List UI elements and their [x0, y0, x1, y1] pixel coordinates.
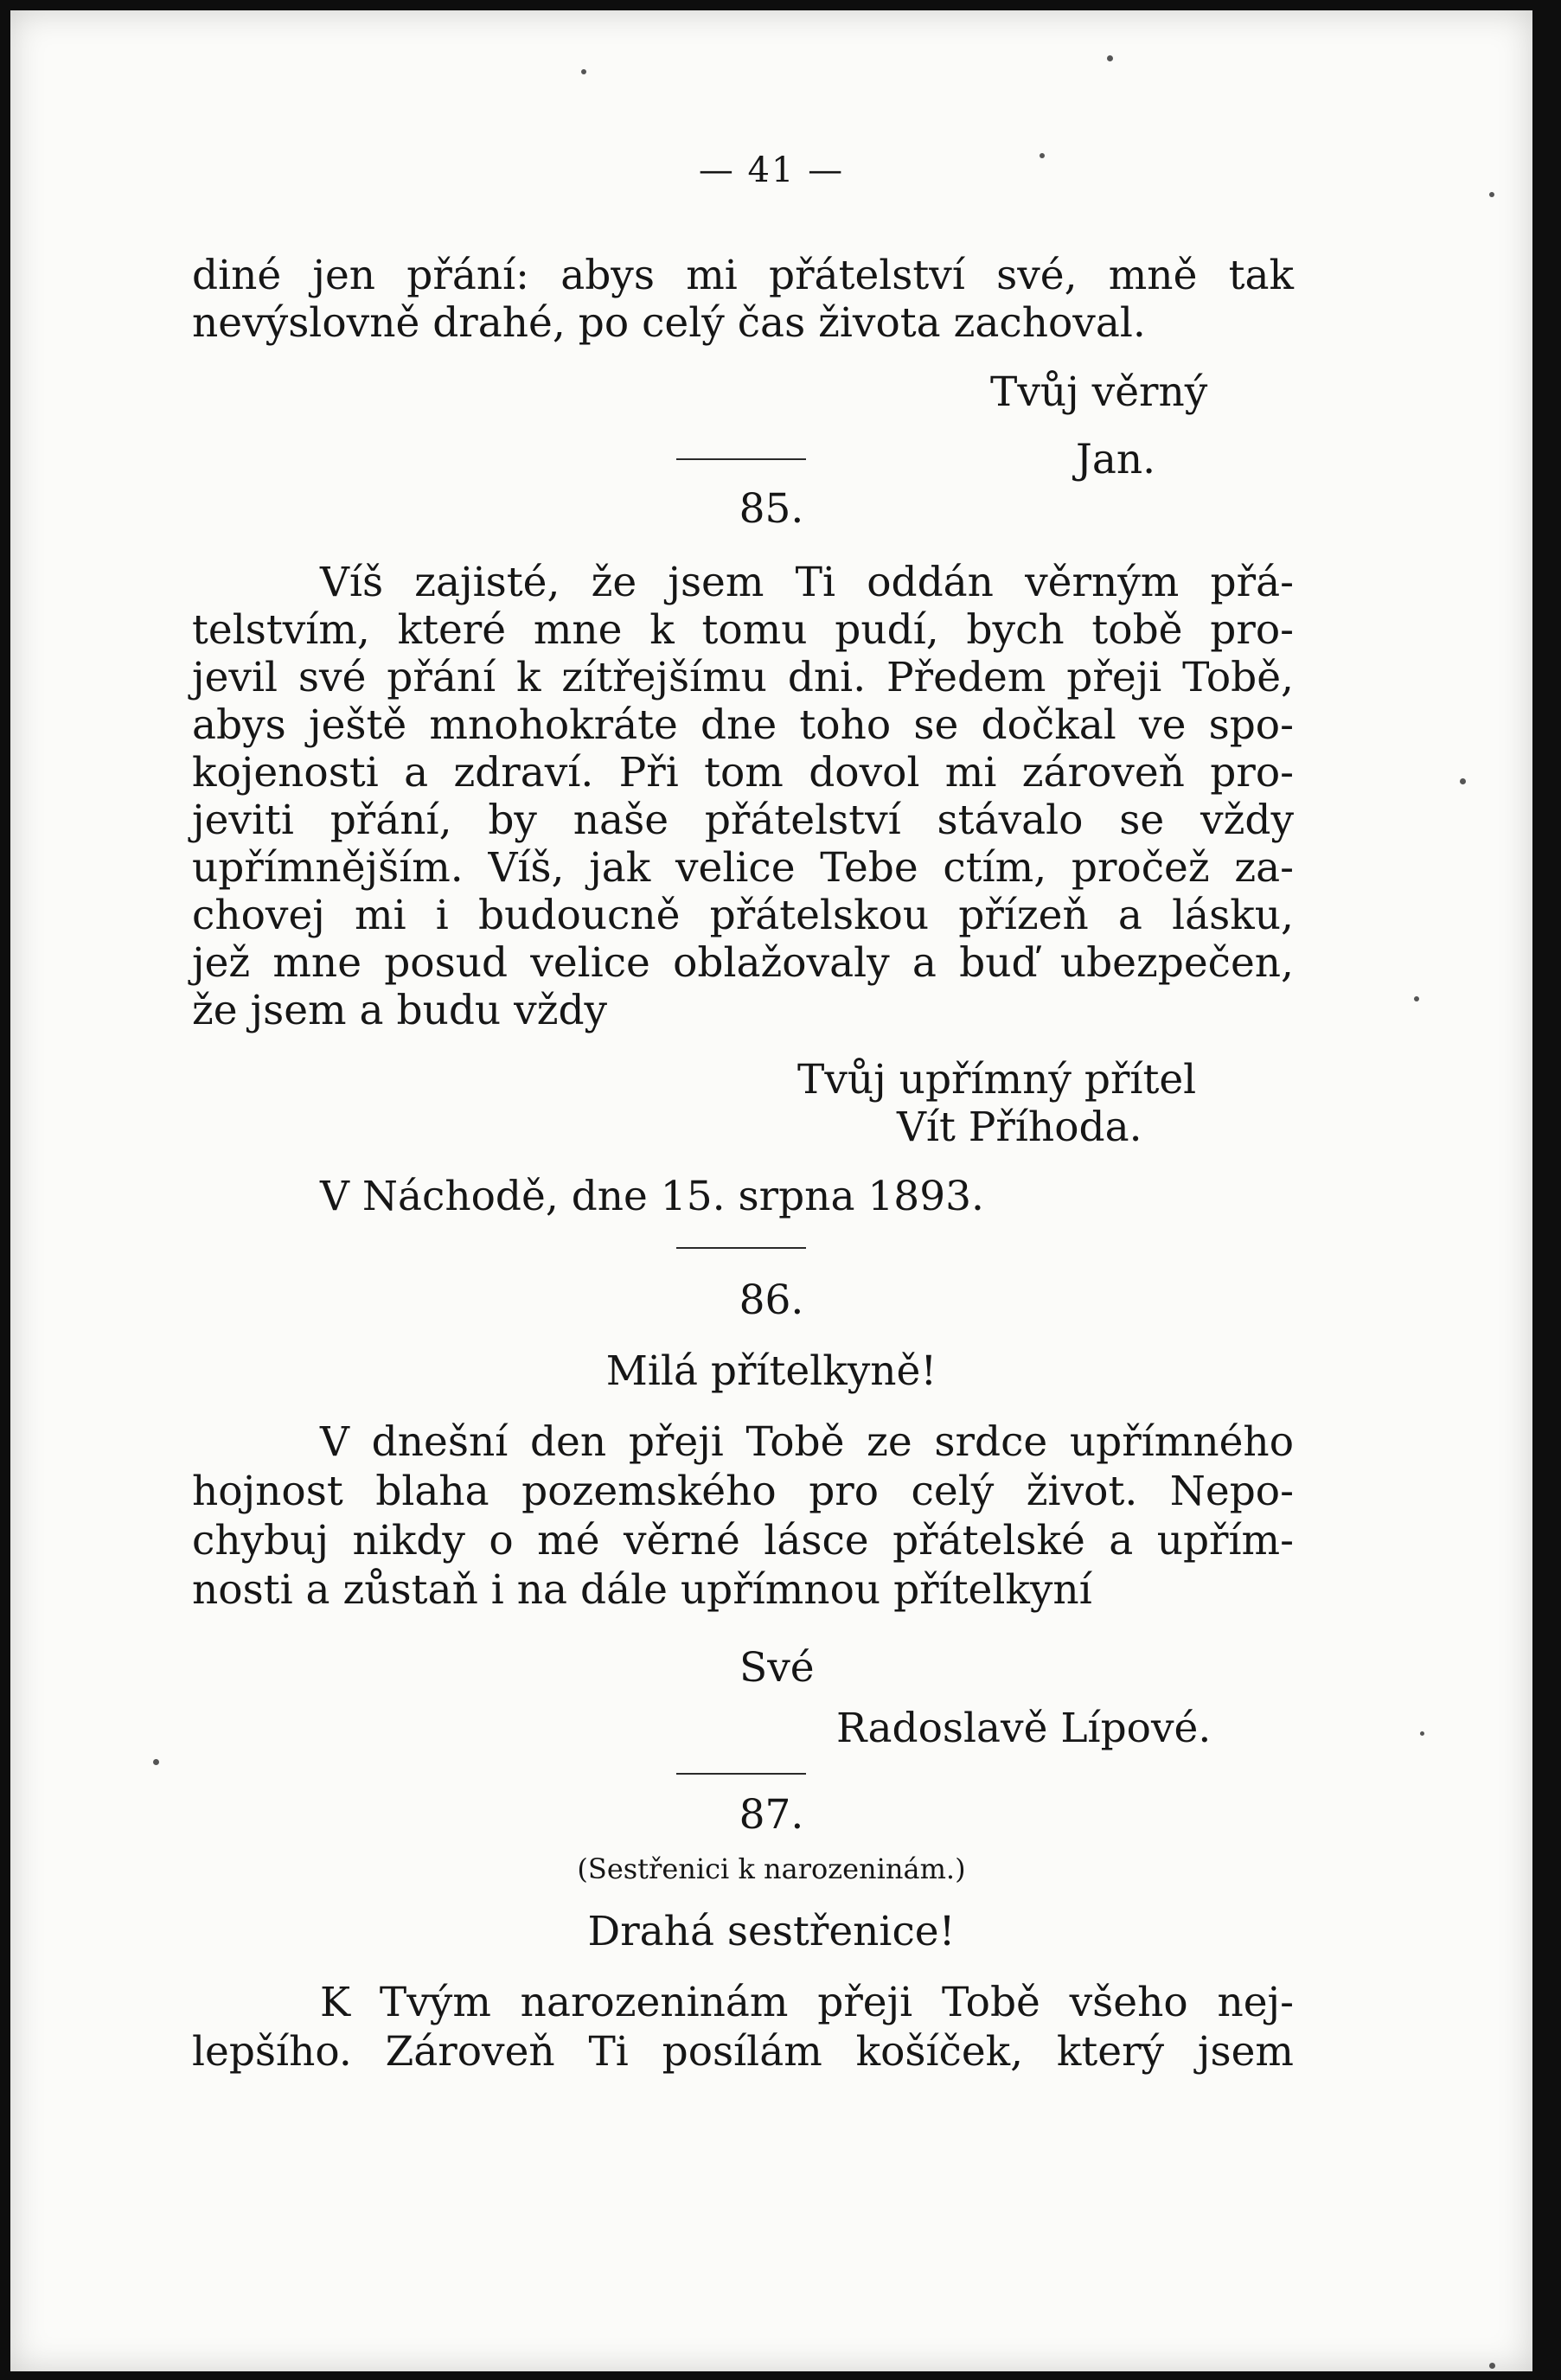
signature-name: Jan.: [1076, 436, 1156, 483]
text-line: nevýslovně drahé, po celý čas života zachoval.: [192, 299, 1146, 347]
text-line: kojenosti a zdraví. Při tom dovol mi zároveň pro-: [192, 749, 1294, 797]
text-line: chybuj nikdy o mé věrné lásce přátelské a upřím-: [192, 1517, 1294, 1564]
text-line: Víš zajisté, že jsem Ti oddán věrným přá-: [320, 559, 1294, 606]
text-line: K Tvým narozeninám přeji Tobě všeho nej-: [320, 1979, 1294, 2026]
signature-name: Vít Příhoda.: [897, 1104, 1142, 1151]
text-line: telstvím, které mne k tomu pudí, bych tobě pro-: [192, 606, 1294, 654]
text-line: jevil své přání k zítřejšímu dni. Předem přeji Tobě,: [192, 654, 1294, 701]
signature-line: Tvůj věrný: [990, 368, 1208, 416]
letter-subtitle: (Sestřenici k narozeninám.): [577, 1852, 966, 1885]
print-speck: [1460, 778, 1466, 784]
letter-greeting: Milá přítelkyně!: [605, 1347, 937, 1395]
print-speck: [1414, 996, 1419, 1001]
text-line: chovej mi i budoucně přátelskou přízeň a lásku,: [192, 892, 1294, 939]
book-page: [10, 10, 1532, 2371]
page-number: — 41 —: [698, 150, 845, 190]
text-line: nosti a zůstaň i na dále upřímnou přítelkyní: [192, 1566, 1092, 1614]
letter-date: V Náchodě, dne 15. srpna 1893.: [320, 1173, 984, 1220]
print-speck: [1420, 1731, 1424, 1736]
text-line: jeviti přání, by naše přátelství stávalo se vždy: [192, 797, 1294, 844]
signature-line: Tvůj upřímný přítel: [797, 1056, 1197, 1104]
text-line: že jsem a budu vždy: [192, 987, 608, 1034]
signature-name: Radoslavě Lípové.: [836, 1705, 1212, 1752]
letter-greeting: Drahá sestřenice!: [587, 1908, 956, 1955]
print-speck: [1107, 55, 1113, 61]
print-speck: [1489, 192, 1494, 197]
text-line: lepšího. Zároveň Ti posílám košíček, který jsem: [192, 2028, 1294, 2076]
signature-line: Své: [739, 1644, 815, 1692]
letter-number: 86.: [739, 1276, 804, 1324]
letter-number: 87.: [739, 1791, 804, 1839]
text-line: diné jen přání: abys mi přátelství své, mně tak: [192, 252, 1294, 299]
text-line: V dnešní den přeji Tobě ze srdce upřímného: [320, 1418, 1294, 1466]
print-speck: [1040, 153, 1045, 158]
section-divider: [676, 458, 806, 460]
text-line: hojnost blaha pozemského pro celý život. Nepo-: [192, 1468, 1294, 1515]
text-line: abys ještě mnohokráte dne toho se dočkal ve spo-: [192, 701, 1294, 749]
section-divider: [676, 1247, 806, 1249]
text-line: upřímnějším. Víš, jak velice Tebe ctím, pročež za-: [192, 844, 1294, 892]
print-speck: [153, 1759, 159, 1765]
letter-number: 85.: [739, 485, 804, 533]
text-line: jež mne posud velice oblažovaly a buď ubezpečen,: [192, 939, 1294, 987]
section-divider: [676, 1773, 806, 1775]
print-speck: [1489, 2363, 1495, 2369]
print-speck: [581, 69, 586, 74]
